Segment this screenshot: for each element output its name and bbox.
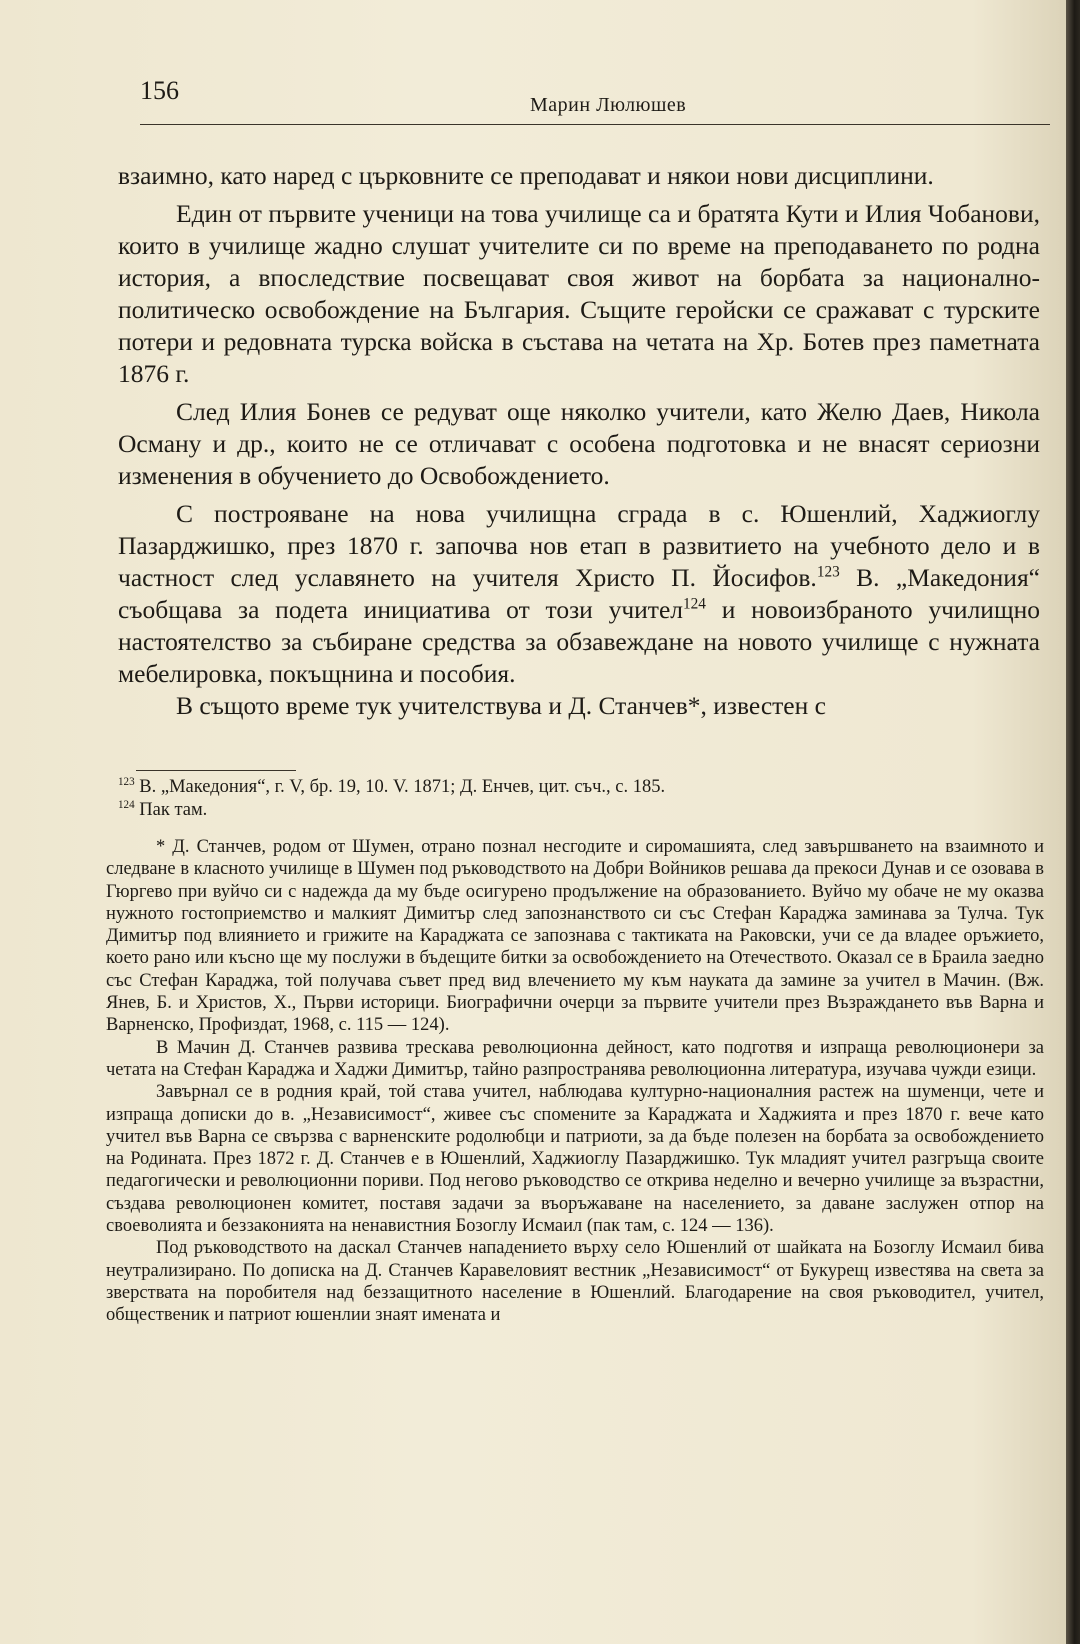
paragraph-2: Един от първите ученици на това училище са и братята Кути и Илия Чобанови, които в училище жадно слушат учителите си по време на преподаването по родна история, а впоследствие посвещават своя живот на борбата за национално-политическо освобождение на България. Същите геройски се сражават с турските потери и редовната турска войска в състава на четата на Хр. Ботев през паметната 1876 г. <box>118 199 1040 388</box>
page-number: 156 <box>140 76 179 105</box>
footnote-text-124: Пак там. <box>134 800 208 820</box>
note-paragraph-1: * Д. Станчев, родом от Шумен, отрано познал несгодите и сиромашията, след завършването на взаимното и следване в класното училище в Шумен под ръководството на Добри Войников решава да прекоси Дунав и се озовава в Гюргево при вуйчо си с надежда да му бъде осигурено продължение на образованието. Вуйчо му обаче не му оказва нужното гостоприемство и малкият Димитър след запознанството си със Стефан Караджа заминава за Тулча. Тук Димитър под влиянието и грижите на Караджата се запознава с тактиката на Раковски, учи се да владее оръжието, което рано или късно ще му послужи в бъдещите битки за освобождението на Отечеството. Оказал се в Браила заедно със Стефан Караджа, той получава съвет пред вид влечението му към науката да замине за учител в Мачин. (Вж. Янев, Б. и Христов, Х., Първи историци. Биографични очерци за първите учители през Възраждането във Варна и Варненско, Профиздат, 1968, с. 115 — 124). <box>106 837 1044 1036</box>
paragraph-5-part-b: , известен с <box>700 691 826 720</box>
paragraph-4-part-a: С построяване на нова училищна сграда в с. Юшенлий, Хаджиоглу Пазарджишко, през 1870 г. започва нов етап в развитието на учебното дело и в частност след уславянето на учителя Христо П. Йосифов. <box>118 499 1040 592</box>
page-edge-shadow <box>1066 0 1080 1644</box>
asterisk-note <box>106 836 1044 1327</box>
footnote-number-124: 124 <box>118 798 135 811</box>
paragraph-4-part-c: и новоизбраното училищно настоятелство за събиране средства за обзавеждане на новото училище с нужната мебелировка, покъщнина и пособия. <box>118 595 1040 688</box>
footnote-number-123: 123 <box>118 775 135 788</box>
asterisk-mark: * <box>687 691 701 720</box>
header-rule <box>140 124 1050 125</box>
running-head: Марин Люлюшев <box>530 94 687 116</box>
note-paragraph-3: Завърнал се в родния край, той става учител, наблюдава културно-националния растеж на шуменци, чете и изпраща дописки до в. „Независимост“, живее със спомените за Караджата и Хаджията и през 1870 г. вече като учител във Варна се свързва с варненските родолюбци и патриоти, за да бъде полезен на борбата за освобождението на Родината. През 1872 г. Д. Станчев е в Юшенлий, Хаджиоглу Пазарджишко. Тук младият учител разгръща своите педагогически и революционни пориви. Под негово ръководство се открива неделно и вечерно училище за възрастни, създава революционен комитет, поставя задачи за въоръжаване на населението, за даване заслужен отпор на своеволията и беззаконията на ненавистния Бозоглу Исмаил (пак там, с. 124 — 136). <box>106 1082 1044 1237</box>
footnote-ref-123: 123 <box>816 563 840 581</box>
paragraph-4-part-b: В. „Македония“ съобщава за подета инициатива от този учител <box>118 563 1041 624</box>
footnote-123 <box>118 776 1040 799</box>
page-header <box>140 70 1060 130</box>
paragraph-5-part-a: В същото време тук учителствува и Д. Станчев <box>176 691 688 720</box>
footnote-rule <box>136 770 296 771</box>
paragraph-5 <box>118 690 1040 722</box>
footnotes <box>118 776 1040 822</box>
footnote-ref-124: 124 <box>683 595 706 613</box>
note-paragraph-4: Под ръководството на даскал Станчев нападението върху село Юшенлий от шайката на Бозоглу Исмаил бива неутрализирано. По дописка на Д. Станчев Каравеловият вестник „Независимост“ от Букурещ известява на света за зверствата на поробителя над беззащитното население в Юшенлий. Благодарение на своя ръководител, учител, общественик и патриот юшенлии знаят имената и <box>106 1238 1044 1326</box>
paragraph-1: взаимно, като наред с църковните се преподават и някои нови дисциплини. <box>118 161 934 190</box>
paragraph-4 <box>118 498 1040 690</box>
footnote-text-123: В. „Македония“, г. V, бр. 19, 10. V. 1871; Д. Енчев, цит. съч., с. 185. <box>134 777 666 797</box>
main-text <box>118 160 1040 722</box>
footnote-124 <box>118 799 1040 822</box>
note-paragraph-2: В Мачин Д. Станчев развива трескава революционна дейност, като подготвя и изпраща революционери за четата на Стефан Караджа и Хаджи Димитър, тайно разпространява революционна литература, изучава чужди езици. <box>106 1037 1044 1080</box>
paragraph-3: След Илия Бонев се редуват още няколко учители, като Желю Даев, Никола Осману и др., които не се отличават с особена подготовка и не внасят сериозни изменения в обучението до Освобождението. <box>118 397 1040 490</box>
